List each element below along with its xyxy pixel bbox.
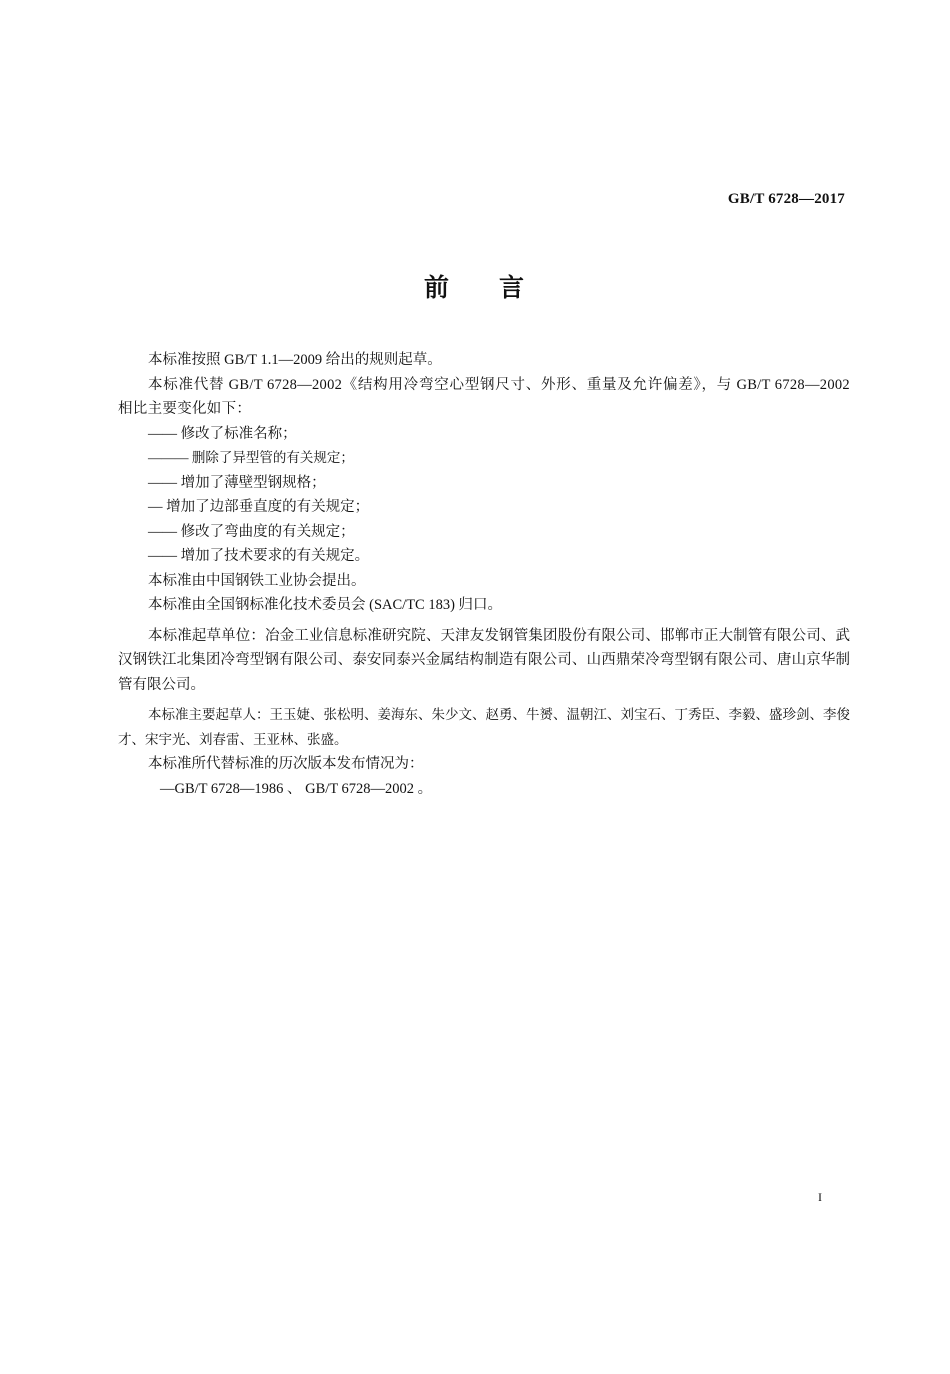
title-char-1: 前	[423, 273, 451, 302]
page-title	[0, 268, 950, 304]
history-versions-paragraph: —GB/T 6728—1986 、 GB/T 6728—2002 。	[160, 780, 433, 797]
proposer-paragraph: 本标准由中国钢铁工业协会提出。	[148, 572, 366, 589]
standard-code: GB/T 6728—2017	[727, 191, 845, 207]
drafting-units-paragraph: 本标准起草单位：冶金工业信息标准研究院、天津友发钢管集团股份有限公司、邯郸市正大制管有限公司、武汉钢铁江北集团冷弯型钢有限公司、泰安同泰兴金属结构制造有限公司、山西鼎荣冷弯型钢有限公司、唐山京华制管有限公司。	[118, 627, 850, 693]
change-item: — 增加了边部垂直度的有关规定；	[148, 499, 370, 515]
foreword-body	[118, 348, 850, 801]
page-number: I	[818, 1190, 822, 1204]
change-item: —— 修改了弯曲度的有关规定；	[148, 523, 355, 540]
title-char-2: 言	[499, 273, 527, 302]
drafters-paragraph: 本标准主要起草人：王玉婕、张松明、姜海东、朱少文、赵勇、牛赟、温朝江、刘宝石、丁秀臣、李毅、盛珍剑、李俊才、宋宇光、刘春雷、王亚林、张盛。	[118, 707, 850, 747]
history-heading-paragraph: 本标准所代替标准的历次版本发布情况为：	[148, 756, 424, 772]
replacement-paragraph: 本标准代替 GB/T 6728—2002《结构用冷弯空心型钢尺寸、外形、重量及允许偏差》，与 GB/T 6728—2002 相比主要变化如下：	[118, 376, 850, 417]
change-item: —— 增加了薄壁型钢规格；	[148, 474, 326, 491]
change-item: ——— 删除了异型管的有关规定；	[148, 450, 354, 465]
committee-paragraph: 本标准由全国钢标准化技术委员会 (SAC/TC 183) 归口。	[148, 597, 503, 613]
change-item: —— 增加了技术要求的有关规定。	[148, 548, 370, 564]
drafting-rule-paragraph: 本标准按照 GB/T 1.1—2009 给出的规则起草。	[148, 352, 442, 368]
change-item: —— 修改了标准名称；	[148, 425, 297, 442]
